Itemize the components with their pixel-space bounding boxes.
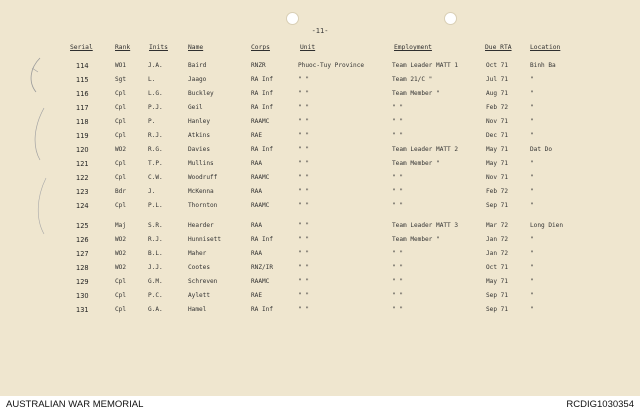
cell-employment: " ": [392, 250, 404, 257]
cell-serial: 130: [76, 292, 89, 300]
cell-due-rta: May 71: [486, 146, 509, 153]
cell-rank: Cpl: [115, 90, 127, 97]
cell-corps: RAA: [251, 250, 263, 257]
cell-name: Hamel: [188, 306, 207, 313]
cell-unit: " ": [298, 160, 310, 167]
cell-rank: Cpl: [115, 174, 127, 181]
cell-rank: WO1: [115, 62, 127, 69]
cell-name: Woodruff: [188, 174, 218, 181]
cell-corps: RAE: [251, 292, 263, 299]
cell-rank: Cpl: [115, 132, 127, 139]
cell-name: Hearder: [188, 222, 214, 229]
cell-unit: " ": [298, 236, 310, 243]
cell-location: Binh Ba: [530, 62, 556, 69]
cell-rank: Cpl: [115, 104, 127, 111]
cell-unit: " ": [298, 278, 310, 285]
cell-rank: WO2: [115, 264, 127, 271]
cell-name: McKenna: [188, 188, 214, 195]
header-location: Location: [530, 44, 561, 51]
cell-location: Long Dien: [530, 222, 564, 229]
cell-serial: 131: [76, 306, 89, 314]
cell-rank: Cpl: [115, 118, 127, 125]
cell-employment: Team Member ": [392, 236, 440, 243]
cell-unit: " ": [298, 104, 310, 111]
cell-rank: WO2: [115, 236, 127, 243]
cell-rank: Cpl: [115, 292, 127, 299]
header-unit: Unit: [300, 44, 316, 51]
header-due-rta: Due RTA: [485, 44, 512, 51]
cell-due-rta: Nov 71: [486, 118, 509, 125]
header-rank: Rank: [115, 44, 131, 51]
cell-serial: 122: [76, 174, 89, 182]
cell-due-rta: Feb 72: [486, 104, 509, 111]
footer-source: AUSTRALIAN WAR MEMORIAL: [6, 399, 144, 410]
cell-name: Thornton: [188, 202, 218, 209]
cell-unit: " ": [298, 250, 310, 257]
cell-corps: RAAMC: [251, 174, 270, 181]
cell-location: ": [530, 306, 534, 313]
cell-corps: RAAMC: [251, 278, 270, 285]
cell-employment: Team Member ": [392, 90, 440, 97]
cell-corps: RA Inf: [251, 104, 274, 111]
cell-name: Davies: [188, 146, 211, 153]
cell-unit: " ": [298, 174, 310, 181]
cell-serial: 123: [76, 188, 89, 196]
cell-due-rta: Jan 72: [486, 250, 509, 257]
cell-unit: " ": [298, 202, 310, 209]
cell-employment: " ": [392, 264, 404, 271]
cell-inits: R.J.: [148, 132, 163, 139]
cell-employment: Team Leader MATT 2: [392, 146, 459, 153]
cell-unit: " ": [298, 146, 310, 153]
cell-corps: RA Inf: [251, 76, 274, 83]
cell-due-rta: Sep 71: [486, 202, 509, 209]
cell-employment: " ": [392, 188, 404, 195]
cell-serial: 125: [76, 222, 89, 230]
cell-due-rta: Mar 72: [486, 222, 509, 229]
cell-corps: RNZ/IR: [251, 264, 274, 271]
cell-serial: 116: [76, 90, 89, 98]
cell-due-rta: Dec 71: [486, 132, 509, 139]
cell-employment: " ": [392, 104, 404, 111]
cell-name: Atkins: [188, 132, 211, 139]
cell-inits: R.J.: [148, 236, 163, 243]
cell-corps: RAE: [251, 132, 263, 139]
cell-due-rta: May 71: [486, 278, 509, 285]
punch-hole-right: [444, 12, 457, 25]
cell-due-rta: Nov 71: [486, 174, 509, 181]
cell-inits: G.A.: [148, 306, 163, 313]
cell-serial: 120: [76, 146, 89, 154]
cell-inits: J.: [148, 188, 156, 195]
cell-unit: " ": [298, 90, 310, 97]
cell-location: ": [530, 278, 534, 285]
pencil-marks: [22, 48, 62, 348]
cell-serial: 127: [76, 250, 89, 258]
cell-corps: RA Inf: [251, 90, 274, 97]
cell-name: Aylett: [188, 292, 211, 299]
cell-location: ": [530, 188, 534, 195]
cell-location: ": [530, 104, 534, 111]
cell-name: Hanley: [188, 118, 211, 125]
cell-serial: 129: [76, 278, 89, 286]
cell-name: Mullins: [188, 160, 214, 167]
cell-employment: Team 21/C ": [392, 76, 433, 83]
cell-corps: RNZR: [251, 62, 266, 69]
cell-rank: Cpl: [115, 306, 127, 313]
cell-unit: " ": [298, 292, 310, 299]
cell-employment: Team Leader MATT 1: [392, 62, 459, 69]
cell-employment: " ": [392, 306, 404, 313]
footer-reference: RCDIG1030354: [566, 399, 634, 410]
cell-unit: " ": [298, 306, 310, 313]
cell-serial: 124: [76, 202, 89, 210]
header-corps: Corps: [251, 44, 270, 51]
cell-corps: RAA: [251, 160, 263, 167]
cell-inits: J.A.: [148, 62, 163, 69]
cell-employment: " ": [392, 292, 404, 299]
cell-corps: RA Inf: [251, 236, 274, 243]
cell-location: ": [530, 76, 534, 83]
cell-corps: RAAMC: [251, 202, 270, 209]
cell-corps: RAA: [251, 188, 263, 195]
cell-due-rta: Aug 71: [486, 90, 509, 97]
cell-serial: 114: [76, 62, 89, 70]
cell-corps: RAA: [251, 222, 263, 229]
cell-due-rta: Feb 72: [486, 188, 509, 195]
cell-rank: WO2: [115, 146, 127, 153]
cell-rank: WO2: [115, 250, 127, 257]
cell-unit: " ": [298, 76, 310, 83]
cell-serial: 119: [76, 132, 89, 140]
cell-serial: 115: [76, 76, 89, 84]
cell-serial: 126: [76, 236, 89, 244]
cell-due-rta: Oct 71: [486, 264, 509, 271]
cell-rank: Cpl: [115, 278, 127, 285]
page-number: -11-: [311, 27, 329, 35]
cell-employment: Team Member ": [392, 160, 440, 167]
cell-name: Maher: [188, 250, 207, 257]
cell-unit: " ": [298, 222, 310, 229]
cell-unit: Phuoc-Tuy Province: [298, 62, 365, 69]
cell-inits: R.G.: [148, 146, 163, 153]
cell-due-rta: Jul 71: [486, 76, 509, 83]
cell-unit: " ": [298, 188, 310, 195]
cell-due-rta: Sep 71: [486, 292, 509, 299]
cell-inits: T.P.: [148, 160, 163, 167]
cell-inits: P.L.: [148, 202, 163, 209]
cell-inits: J.J.: [148, 264, 163, 271]
cell-due-rta: Oct 71: [486, 62, 509, 69]
cell-location: ": [530, 132, 534, 139]
cell-location: Dat Do: [530, 146, 553, 153]
cell-rank: Bdr: [115, 188, 127, 195]
cell-location: ": [530, 90, 534, 97]
cell-due-rta: Sep 71: [486, 306, 509, 313]
cell-unit: " ": [298, 118, 310, 125]
cell-rank: Sgt: [115, 76, 127, 83]
cell-name: Geil: [188, 104, 203, 111]
header-name: Name: [188, 44, 204, 51]
cell-employment: " ": [392, 132, 404, 139]
cell-name: Buckley: [188, 90, 214, 97]
punch-hole-left: [286, 12, 299, 25]
cell-employment: Team Leader MATT 3: [392, 222, 459, 229]
cell-employment: " ": [392, 118, 404, 125]
cell-corps: RA Inf: [251, 146, 274, 153]
cell-serial: 128: [76, 264, 89, 272]
cell-due-rta: Jan 72: [486, 236, 509, 243]
cell-corps: RAAMC: [251, 118, 270, 125]
cell-location: ": [530, 202, 534, 209]
cell-unit: " ": [298, 264, 310, 271]
cell-corps: RA Inf: [251, 306, 274, 313]
cell-inits: P.: [148, 118, 156, 125]
cell-inits: L.: [148, 76, 156, 83]
cell-rank: Cpl: [115, 202, 127, 209]
cell-name: Cootes: [188, 264, 211, 271]
cell-employment: " ": [392, 278, 404, 285]
cell-inits: B.L.: [148, 250, 163, 257]
cell-name: Schreven: [188, 278, 218, 285]
cell-serial: 121: [76, 160, 89, 168]
cell-inits: C.W.: [148, 174, 163, 181]
header-employment: Employment: [394, 44, 432, 51]
cell-employment: " ": [392, 174, 404, 181]
cell-inits: P.J.: [148, 104, 163, 111]
cell-name: Hunnisett: [188, 236, 222, 243]
cell-location: ": [530, 118, 534, 125]
cell-rank: Cpl: [115, 160, 127, 167]
cell-serial: 118: [76, 118, 89, 126]
cell-inits: L.G.: [148, 90, 163, 97]
cell-location: ": [530, 250, 534, 257]
header-serial: Serial: [70, 44, 93, 51]
cell-due-rta: May 71: [486, 160, 509, 167]
cell-location: ": [530, 160, 534, 167]
cell-location: ": [530, 174, 534, 181]
cell-inits: P.C.: [148, 292, 163, 299]
cell-serial: 117: [76, 104, 89, 112]
cell-location: ": [530, 292, 534, 299]
cell-location: ": [530, 236, 534, 243]
cell-rank: Maj: [115, 222, 127, 229]
cell-employment: " ": [392, 202, 404, 209]
header-inits: Inits: [149, 44, 168, 51]
cell-inits: G.M.: [148, 278, 163, 285]
cell-inits: S.R.: [148, 222, 163, 229]
cell-unit: " ": [298, 132, 310, 139]
cell-name: Jaago: [188, 76, 207, 83]
cell-location: ": [530, 264, 534, 271]
cell-name: Baird: [188, 62, 207, 69]
